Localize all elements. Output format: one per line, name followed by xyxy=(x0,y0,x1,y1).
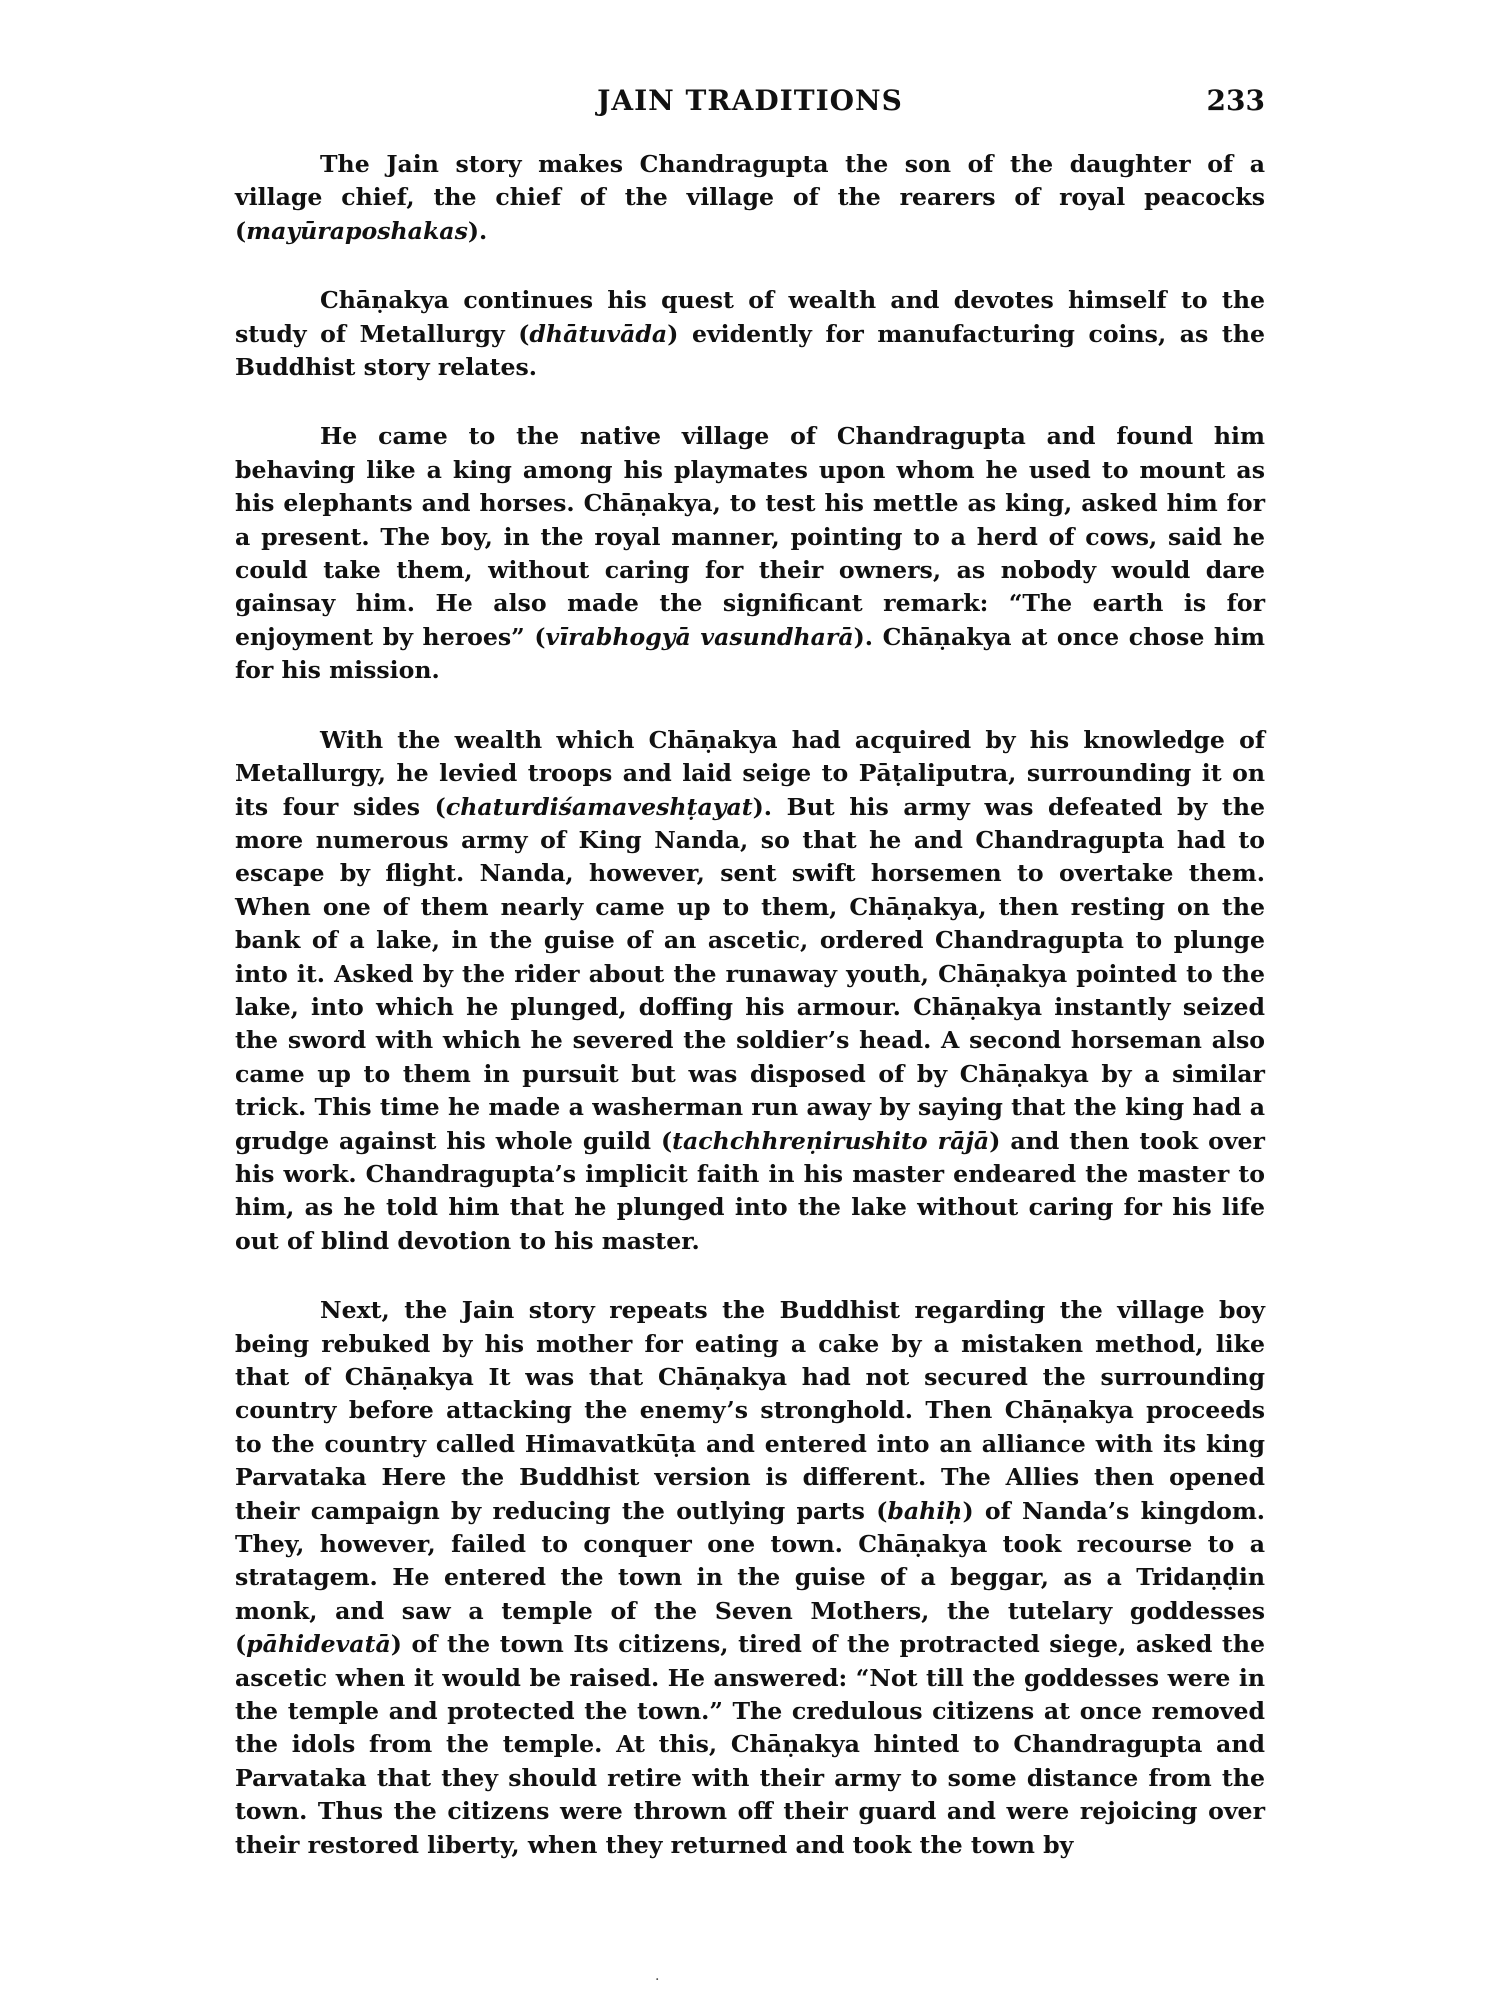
paragraph xyxy=(235,148,1265,248)
text-run: Chāṇakya continues his quest of wealth and devotes himself to the study of Metallurgy ( xyxy=(235,286,1265,348)
text-run: The Jain story makes Chandragupta the son of the daughter of a village chief, the chief of the village of the rearers of royal peacocks ( xyxy=(235,150,1265,245)
text-run: He came to the native village of Chandragupta and found him behaving like a king among his playmates upon whom he used to mount as his elephants and horses. Chāṇakya, to test his mettle as king, asked him for a present. The boy, in the royal manner, pointing to a herd of cows, said he could take them, without caring for their owners, as nobody would dare gainsay him. He also made the significant remark: “The earth is for enjoyment by heroes” ( xyxy=(235,422,1265,651)
text-run: With the wealth which Chāṇakya had acquired by his knowledge of Metallurgy, he levied troops and laid seige to Pāṭaliputra, surrounding it on its four sides ( xyxy=(235,725,1265,821)
page-number: 233 xyxy=(1206,84,1265,117)
body-text xyxy=(235,148,1265,1862)
paragraph xyxy=(235,284,1265,384)
italic-term: chaturdiśamaveshṭayat xyxy=(445,792,753,821)
text-run: ). But his army was defeated by the more numerous army of King Nanda, so that he and Chandragupta had to escape by flight. Nanda, however, sent swift horsemen to overtake them. When one of them nearly came up to them, Chāṇakya, then resting on the bank of a lake, in the guise of an ascetic, ordered Chandragupta to plunge into it. Asked by the rider about the runaway youth, Chāṇakya pointed to the lake, into which he plunged, doffing his armour. Chāṇakya instantly seized the sword with which he severed the soldier’s head. A second horseman also came up to them in pursuit but was disposed of by Chāṇakya by a similar trick. This time he made a washerman run away by saying that the king had a grudge against his whole guild ( xyxy=(235,792,1265,1155)
text-run: ) evidently for manufacturing coins, as the Buddhist story relates. xyxy=(235,319,1265,382)
italic-term: dhātuvāda xyxy=(529,319,668,348)
text-run: ). Chāṇakya at once chose him for his mission. xyxy=(235,622,1265,685)
text-run: ) of Nanda’s kingdom. They, however, failed to conquer one town. Chāṇakya took recourse to a stratagem. He entered the town in the guise of a beggar, as a Tridaṇḍin monk, and saw a temple of the Seven Mothers, the tutelary goddesses ( xyxy=(235,1496,1265,1659)
running-header xyxy=(235,84,1265,124)
paragraph xyxy=(235,1294,1265,1862)
paragraph xyxy=(235,420,1265,687)
italic-term: tachchhreṇirushito rājā xyxy=(672,1126,990,1155)
text-run: ) of the town Its citizens, tired of the protracted siege, asked the ascetic when it would be raised. He answered: “Not till the goddesses were in the temple and protected the town.” The credulous citizens at once removed the idols from the temple. At this, Chāṇakya hinted to Chandragupta and Parvataka that they should retire with their army to some distance from the town. Thus the citizens were thrown off their guard and were rejoicing over their restored liberty, when they returned and took the town by xyxy=(235,1630,1265,1859)
running-title: JAIN TRADITIONS xyxy=(597,84,903,117)
scan-speck: · xyxy=(655,1972,660,1988)
paragraph xyxy=(235,724,1265,1259)
text-run: ) and then took over his work. Chandragupta’s implicit faith in his master endeared the master to him, as he told him that he plunged into the lake without caring for his life out of blind devotion to his master. xyxy=(235,1126,1265,1255)
text-run: ). xyxy=(467,216,488,245)
italic-term: pāhidevatā xyxy=(246,1630,391,1659)
italic-term: mayūraposhakas xyxy=(246,216,468,245)
italic-term: vīrabhogyā vasundharā xyxy=(545,622,854,651)
text-run: Next, the Jain story repeats the Buddhist regarding the village boy being rebuked by his mother for eating a cake by a mistaken method, like that of Chāṇakya It was that Chāṇakya had not secured the surrounding country before attacking the enemy’s stronghold. Then Chāṇakya proceeds to the country called Himavatkūṭa and entered into an alliance with its king Parvataka Here the Buddhist version is different. The Allies then opened their campaign by reducing the outlying parts ( xyxy=(235,1296,1265,1525)
italic-term: bahiḥ xyxy=(887,1496,963,1525)
